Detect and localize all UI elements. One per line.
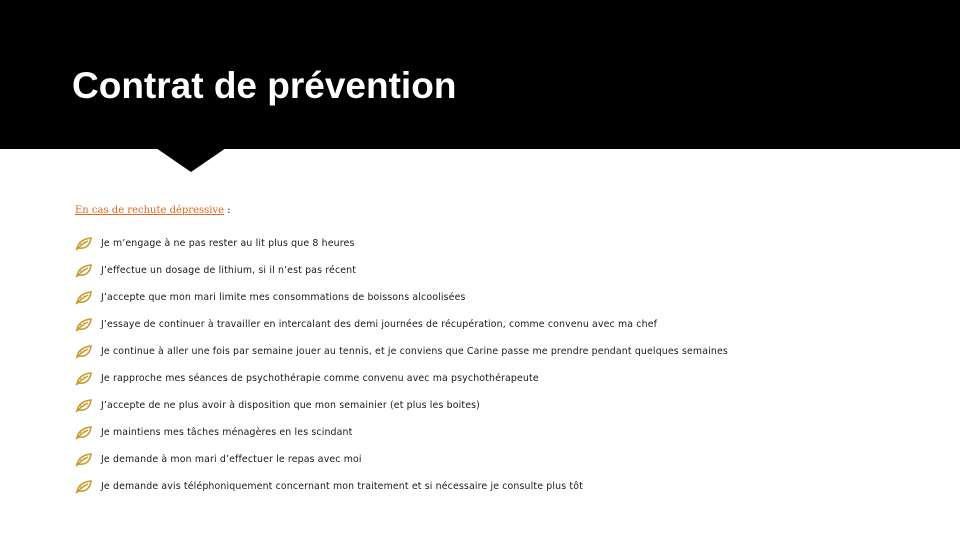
intro-suffix: :	[224, 205, 231, 216]
list-item-text: Je m’engage à ne pas rester au lit plus que 8 heures	[101, 238, 355, 249]
list-item	[75, 230, 728, 257]
leaf-bullet-icon	[75, 426, 93, 440]
slide-title: Contrat de prévention	[72, 65, 457, 106]
list-item-text: J’essaye de continuer à travailler en intercalant des demi journées de récupération, comme convenu avec ma chef	[101, 319, 658, 330]
title-banner	[0, 0, 960, 149]
commitment-list	[75, 230, 728, 500]
list-item	[75, 338, 728, 365]
list-item	[75, 365, 728, 392]
intro-line	[75, 204, 231, 218]
list-item-text: J’effectue un dosage de lithium, si il n’est pas récent	[101, 265, 357, 276]
list-item-text: Je maintiens mes tâches ménagères en les scindant	[101, 427, 353, 438]
list-item	[75, 419, 728, 446]
leaf-bullet-icon	[75, 291, 93, 305]
leaf-bullet-icon	[75, 237, 93, 251]
list-item-text: Je rapproche mes séances de psychothérapie comme convenu avec ma psychothérapeute	[101, 373, 539, 384]
list-item	[75, 311, 728, 338]
list-item-text: Je continue à aller une fois par semaine jouer au tennis, et je conviens que Carine passe me prendre pendant quelques semaines	[101, 346, 728, 357]
leaf-bullet-icon	[75, 399, 93, 413]
list-item	[75, 284, 728, 311]
intro-link[interactable]: En cas de rechute dépressive	[75, 205, 225, 216]
list-item	[75, 473, 728, 500]
list-item-text: J’accepte de ne plus avoir à disposition que mon semainier (et plus les boites)	[101, 400, 480, 411]
list-item-text: Je demande avis téléphoniquement concernant mon traitement et si nécessaire je consulte plus tôt	[101, 481, 583, 492]
leaf-bullet-icon	[75, 453, 93, 467]
leaf-bullet-icon	[75, 264, 93, 278]
leaf-bullet-icon	[75, 318, 93, 332]
leaf-bullet-icon	[75, 372, 93, 386]
list-item-text: Je demande à mon mari d’effectuer le repas avec moi	[101, 454, 362, 465]
list-item	[75, 446, 728, 473]
leaf-bullet-icon	[75, 480, 93, 494]
list-item	[75, 392, 728, 419]
banner-notch	[156, 148, 226, 172]
list-item-text: J’accepte que mon mari limite mes consommations de boissons alcoolisées	[101, 292, 466, 303]
list-item	[75, 257, 728, 284]
leaf-bullet-icon	[75, 345, 93, 359]
